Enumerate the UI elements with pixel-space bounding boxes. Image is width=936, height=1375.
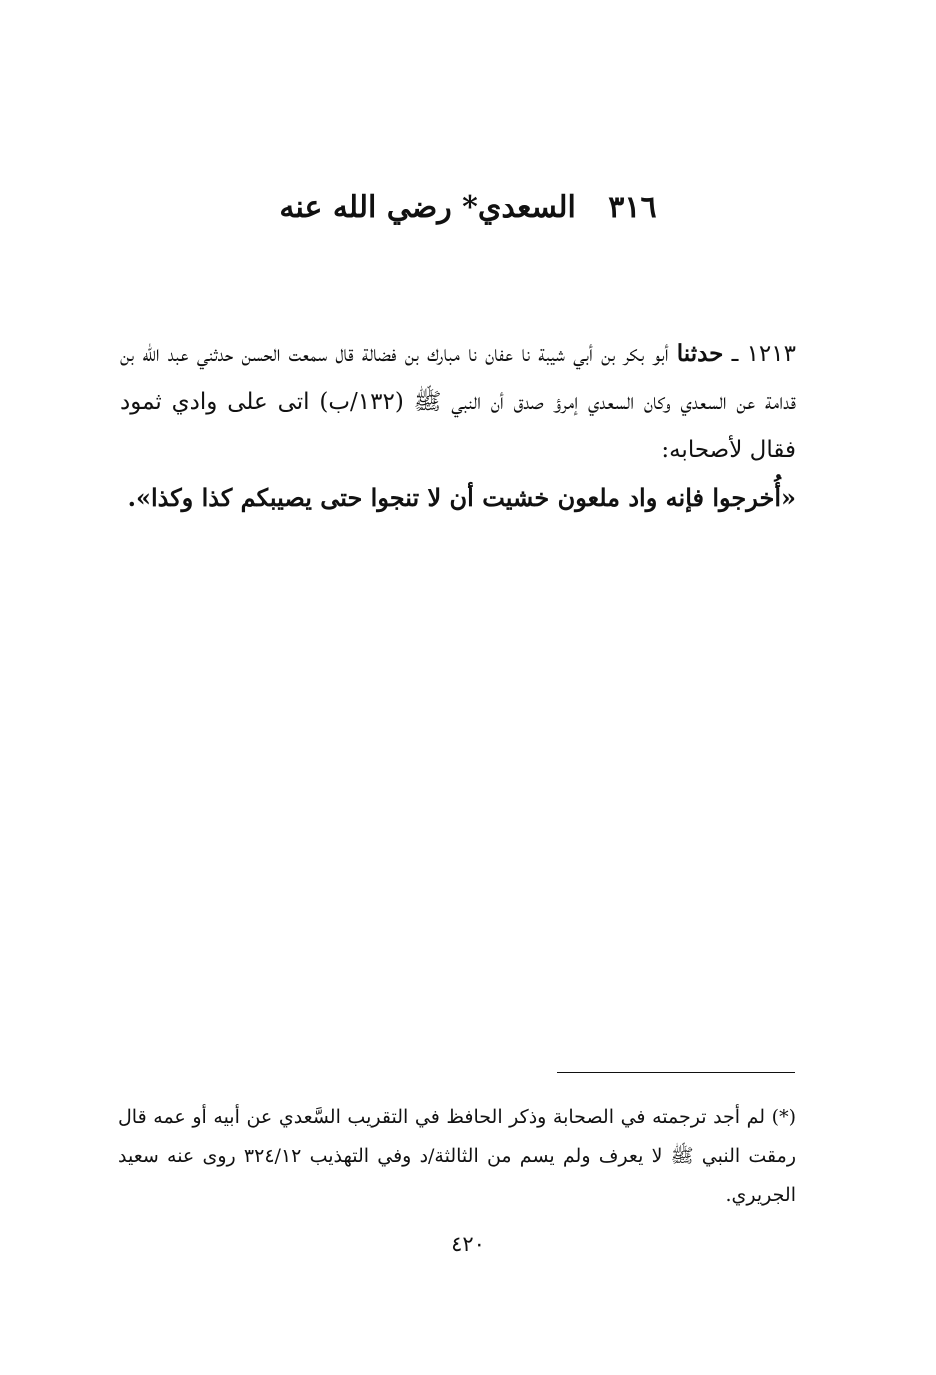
chapter-number: ٣١٦	[608, 190, 657, 225]
chapter-heading	[0, 190, 936, 225]
page-number: ٤٢٠	[451, 1232, 485, 1256]
hadith-number: ١٢١٣ ـ	[731, 341, 796, 367]
footnote	[118, 1098, 796, 1215]
hadith-paragraph	[120, 330, 796, 474]
hadith-body	[120, 330, 796, 522]
hadith-quote: «أُخرجوا فإنه واد ملعون خشيت أن لا تنجوا حتى يصيبكم كذا وكذا».	[127, 483, 796, 512]
chapter-title: السعدي* رضي الله عنه	[279, 190, 576, 225]
hadith-narration: أبو بكر بن أبي شيبة نا عفان نا مبارك بن فضالة قال سمعت الحسن حدثني عبد الله بن قدامة عن السعدي وكان السعدي إمرؤ صدق أن النبي ﷺ (١٣٢/ب) اتى على وادي ثمود فقال لأصحابه:	[120, 341, 796, 463]
footnote-divider	[557, 1072, 795, 1073]
footnote-text: (*) لم أجد ترجمته في الصحابة وذكر الحافظ في التقريب السَّعدي عن أبيه أو عمه قال رمقت النبي ﷺ لا يعرف ولم يسم من الثالثة/د وفي التهذيب ٣٢٤/١٢ روى عنه سعيد الجريري.	[118, 1106, 797, 1206]
hadith-lead: حدثنا	[676, 340, 724, 367]
